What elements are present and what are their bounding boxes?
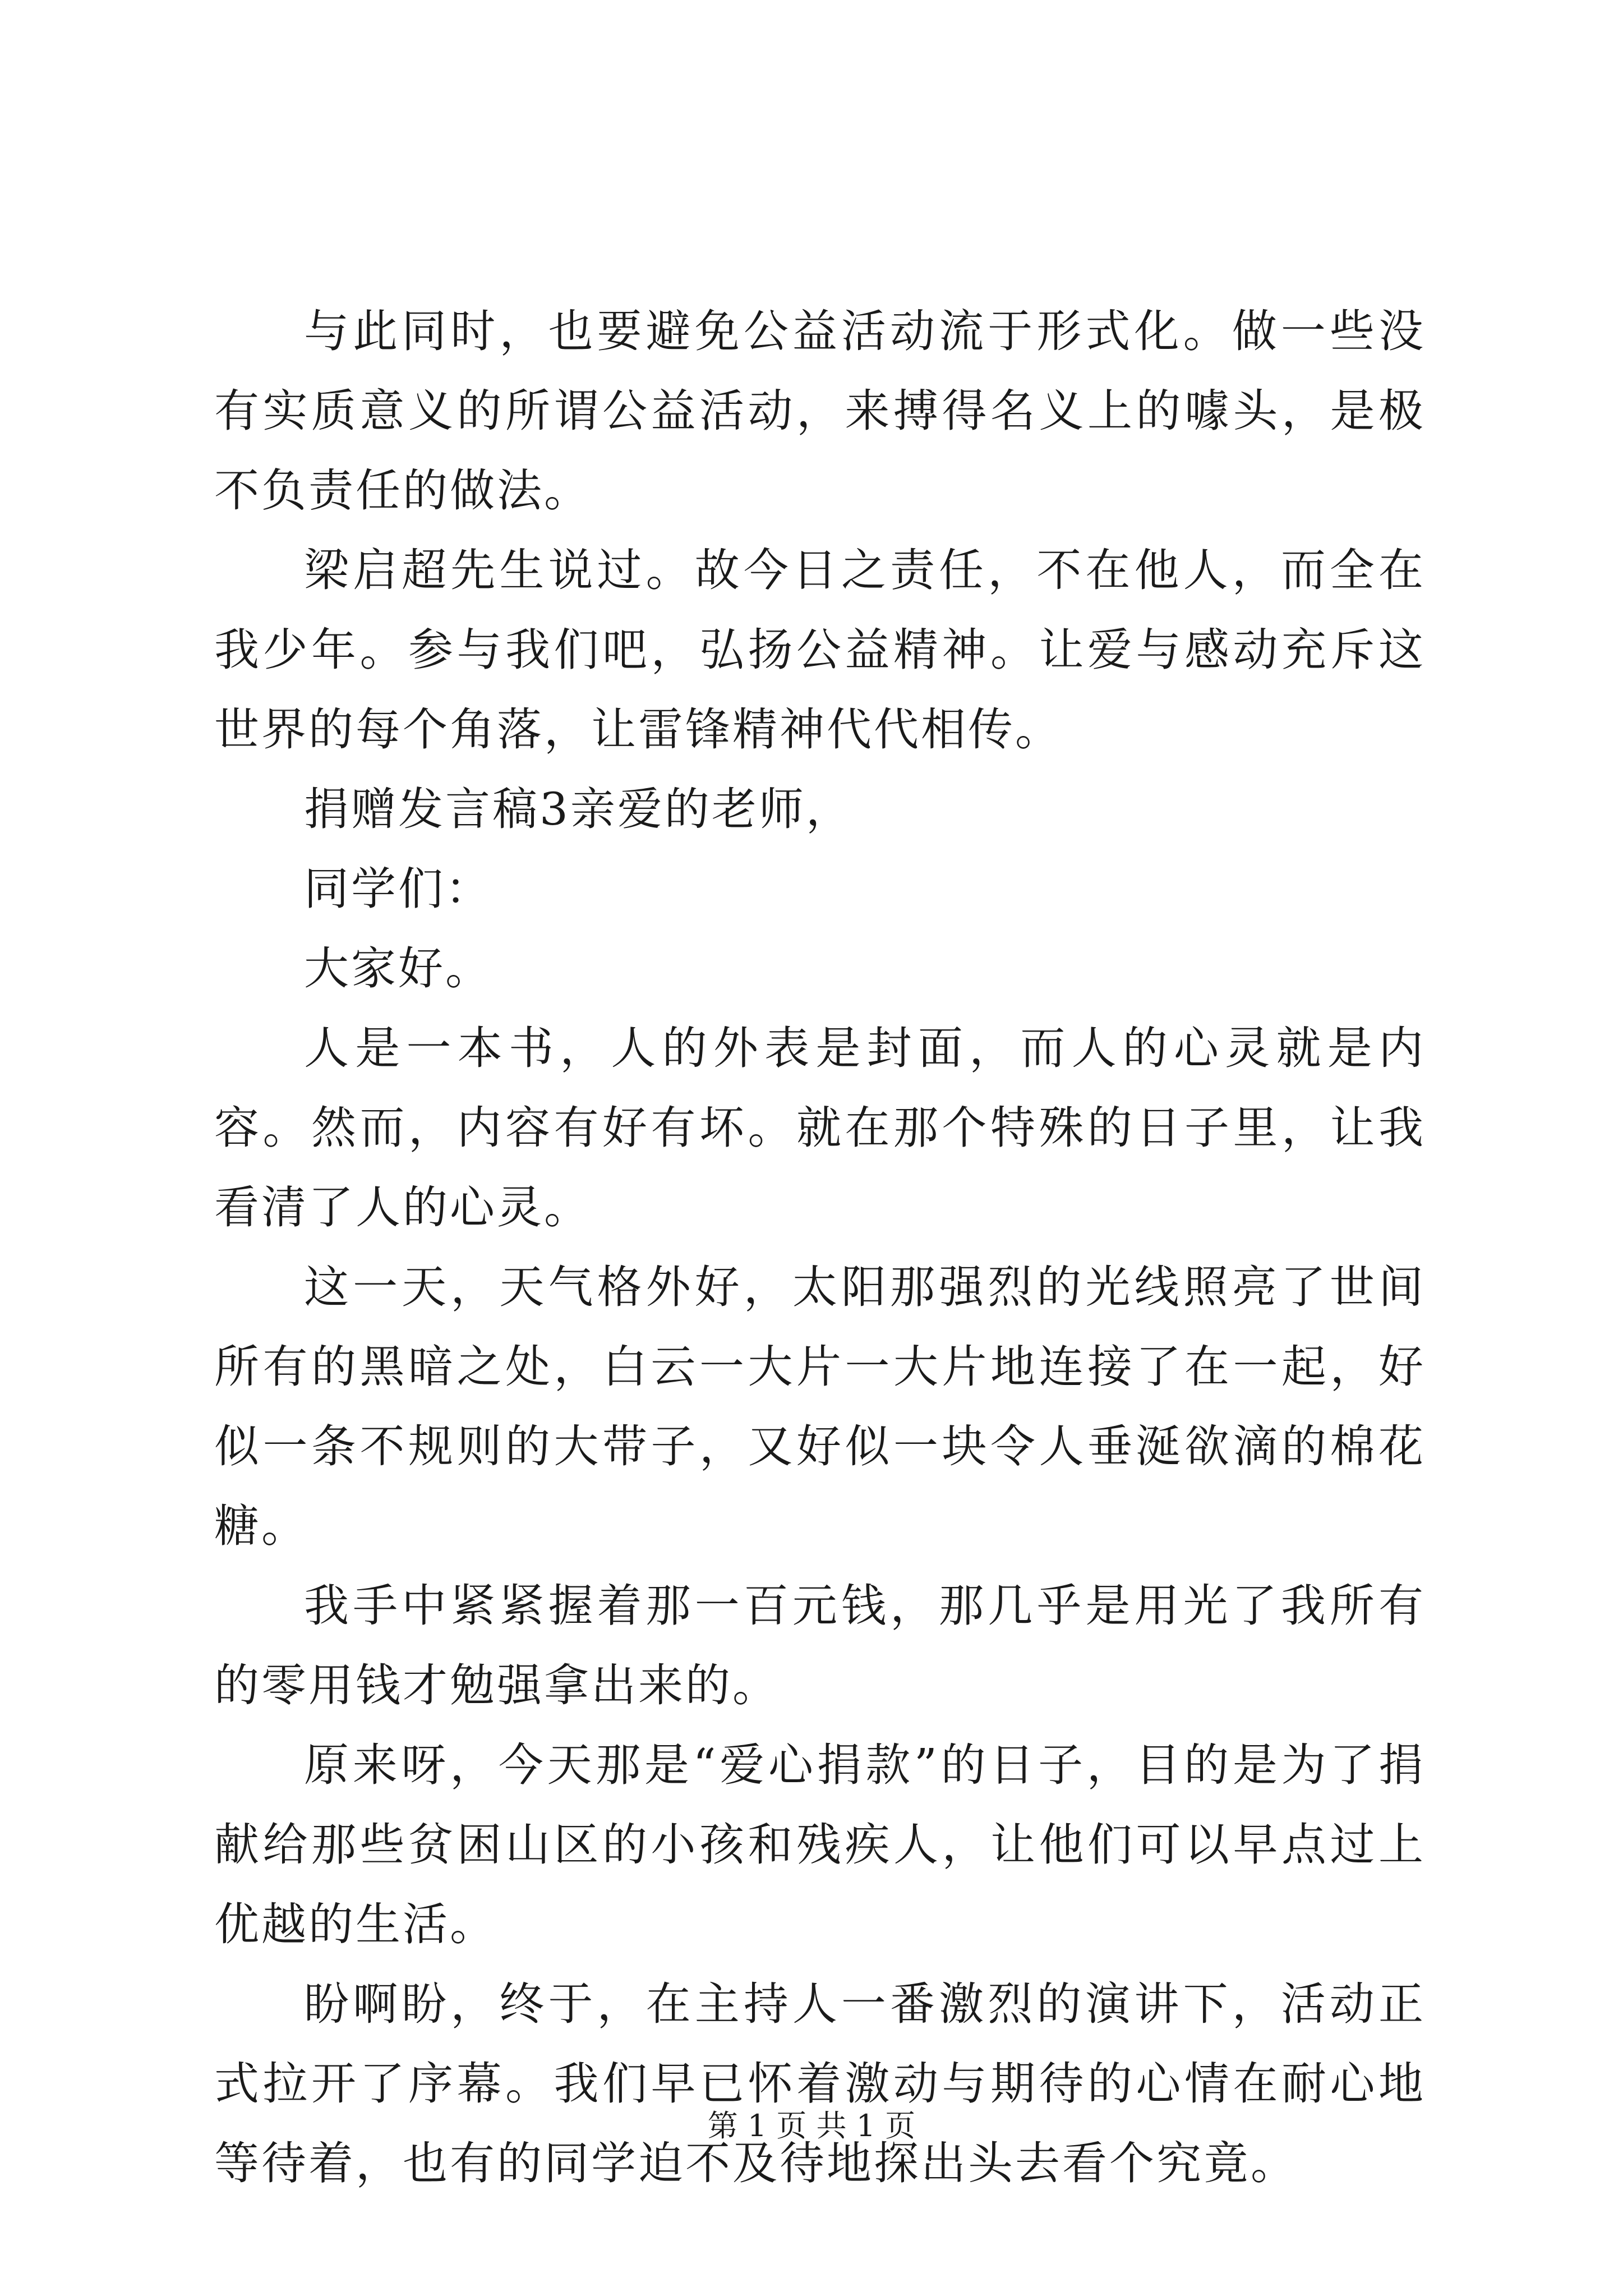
page-number-footer: 第 1 页 共 1 页 (707, 2108, 916, 2143)
paragraph: 原来呀，今天那是“爱心捐款”的日子，目的是为了捐献给那些贫困山区的小孩和残疾人，让他们可以早点过上优越的生活。 (214, 1739, 1426, 1950)
paragraph: 梁启超先生说过。故今日之责任，不在他人，而全在我少年。参与我们吧，弘扬公益精神。让爱与感动充斥这世界的每个角落，让雷锋精神代代相传。 (214, 544, 1426, 756)
paragraph: 我手中紧紧握着那一百元钱，那几乎是用光了我所有的零用钱才勉强拿出来的。 (214, 1580, 1426, 1711)
paragraph: 捐赠发言稿3亲爱的老师， (304, 783, 853, 835)
paragraph: 人是一本书，人的外表是封面，而人的心灵就是内容。然而，内容有好有坏。就在那个特殊的日子里，让我看清了人的心灵。 (214, 1022, 1426, 1234)
paragraph: 大家好。 (304, 942, 492, 995)
document-body (214, 292, 1426, 2203)
paragraph: 与此同时，也要避免公益活动流于形式化。做一些没有实质意义的所谓公益活动，来搏得名义上的噱头，是极不负责任的做法。 (214, 305, 1426, 517)
paragraph: 这一天，天气格外好，太阳那强烈的光线照亮了世间所有的黑暗之处，白云一大片一大片地连接了在一起，好似一条不规则的大带子，又好似一块令人垂涎欲滴的棉花糖。 (214, 1261, 1426, 1552)
paragraph: 同学们： (304, 863, 492, 915)
paragraph: 盼啊盼，终于，在主持人一番激烈的演讲下，活动正式拉开了序幕。我们早已怀着激动与期待的心情在耐心地等待着，也有的同学迫不及待地探出头去看个究竟。 (214, 1978, 1426, 2189)
